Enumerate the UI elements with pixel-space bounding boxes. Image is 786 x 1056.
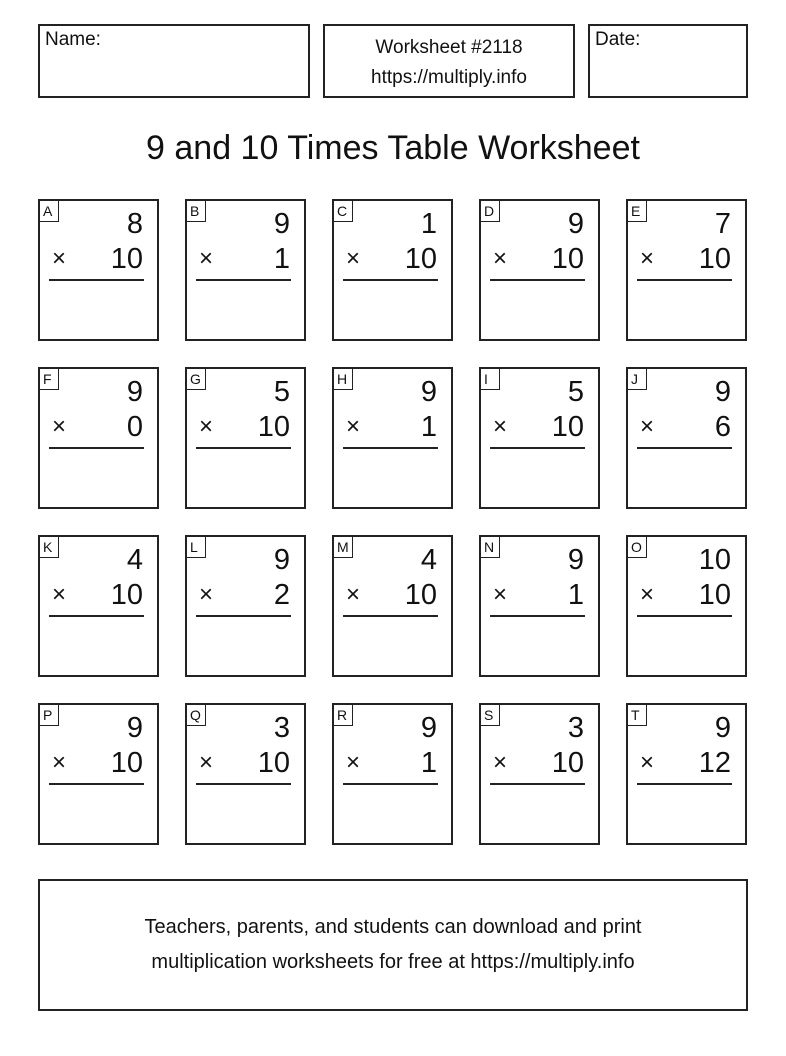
answer-rule [490, 615, 585, 617]
problem-card-n [479, 535, 600, 677]
problem-letter: O [628, 537, 647, 558]
page-title: 9 and 10 Times Table Worksheet [146, 129, 640, 167]
multiplier: 10 [110, 747, 143, 779]
answer-rule [196, 783, 291, 785]
problem-letter: M [334, 537, 353, 558]
answer-rule [637, 783, 732, 785]
multiplier: 6 [714, 411, 731, 443]
multiplicand: 4 [126, 544, 143, 576]
multiplier: 1 [420, 747, 437, 779]
times-symbol: × [199, 581, 214, 608]
times-symbol: × [493, 413, 508, 440]
times-symbol: × [199, 749, 214, 776]
name-label: Name: [45, 29, 101, 50]
problem-letter: E [628, 201, 647, 222]
answer-rule [637, 447, 732, 449]
multiplier: 10 [257, 411, 290, 443]
problem-card-q [185, 703, 306, 845]
multiplier: 10 [698, 243, 731, 275]
multiplier: 10 [698, 579, 731, 611]
name-box[interactable] [38, 24, 310, 98]
problem-card-s [479, 703, 600, 845]
answer-rule [196, 279, 291, 281]
multiplicand: 5 [273, 376, 290, 408]
times-symbol: × [52, 581, 67, 608]
problem-card-t [626, 703, 747, 845]
problem-letter: J [628, 369, 647, 390]
problem-card-g [185, 367, 306, 509]
multiplicand: 9 [126, 376, 143, 408]
times-symbol: × [346, 245, 361, 272]
worksheet-number: Worksheet #2118 [375, 37, 523, 58]
times-symbol: × [346, 581, 361, 608]
problem-card-d [479, 199, 600, 341]
times-symbol: × [640, 749, 655, 776]
answer-rule [490, 783, 585, 785]
multiplier: 2 [273, 579, 290, 611]
footer-line-1: Teachers, parents, and students can download and print [144, 916, 642, 938]
problem-card-f [38, 367, 159, 509]
times-symbol: × [640, 413, 655, 440]
times-symbol: × [199, 413, 214, 440]
problem-letter: T [628, 705, 647, 726]
multiplicand: 8 [126, 208, 143, 240]
problem-card-j [626, 367, 747, 509]
worksheet-info-box [323, 24, 575, 98]
problem-letter: B [187, 201, 206, 222]
multiplicand: 1 [420, 208, 437, 240]
problem-card-e [626, 199, 747, 341]
times-symbol: × [493, 245, 508, 272]
multiplier: 10 [257, 747, 290, 779]
multiplier: 1 [273, 243, 290, 275]
answer-rule [49, 279, 144, 281]
times-symbol: × [493, 581, 508, 608]
multiplicand: 3 [273, 712, 290, 744]
times-symbol: × [52, 245, 67, 272]
times-symbol: × [346, 749, 361, 776]
problem-card-r [332, 703, 453, 845]
answer-rule [637, 615, 732, 617]
problem-letter: R [334, 705, 353, 726]
problem-letter: A [40, 201, 59, 222]
times-symbol: × [640, 581, 655, 608]
answer-rule [637, 279, 732, 281]
multiplicand: 9 [273, 208, 290, 240]
problem-card-p [38, 703, 159, 845]
times-symbol: × [52, 413, 67, 440]
problem-card-c [332, 199, 453, 341]
answer-rule [196, 615, 291, 617]
multiplicand: 9 [714, 376, 731, 408]
problem-letter: H [334, 369, 353, 390]
problem-grid [38, 199, 749, 845]
problem-letter: N [481, 537, 500, 558]
multiplier: 10 [404, 579, 437, 611]
problem-letter: I [481, 369, 500, 390]
multiplicand: 5 [567, 376, 584, 408]
times-symbol: × [346, 413, 361, 440]
multiplicand: 9 [273, 544, 290, 576]
problem-card-o [626, 535, 747, 677]
multiplier: 10 [551, 747, 584, 779]
problem-letter: P [40, 705, 59, 726]
multiplier: 1 [420, 411, 437, 443]
multiplicand: 9 [420, 376, 437, 408]
worksheet-url[interactable]: https://multiply.info [371, 67, 527, 88]
answer-rule [49, 615, 144, 617]
multiplicand: 7 [714, 208, 731, 240]
problem-letter: S [481, 705, 500, 726]
times-symbol: × [52, 749, 67, 776]
problem-letter: F [40, 369, 59, 390]
times-symbol: × [640, 245, 655, 272]
answer-rule [490, 279, 585, 281]
multiplicand: 3 [567, 712, 584, 744]
multiplicand: 10 [698, 544, 731, 576]
problem-card-a [38, 199, 159, 341]
answer-rule [343, 447, 438, 449]
date-label: Date: [595, 29, 641, 50]
multiplicand: 9 [714, 712, 731, 744]
problem-letter: G [187, 369, 206, 390]
problem-card-m [332, 535, 453, 677]
date-box[interactable] [588, 24, 748, 98]
times-symbol: × [493, 749, 508, 776]
multiplier: 12 [698, 747, 731, 779]
problem-card-i [479, 367, 600, 509]
multiplier: 10 [110, 579, 143, 611]
answer-rule [343, 279, 438, 281]
multiplier: 10 [110, 243, 143, 275]
multiplier: 10 [404, 243, 437, 275]
times-symbol: × [199, 245, 214, 272]
multiplicand: 9 [567, 544, 584, 576]
problem-card-b [185, 199, 306, 341]
answer-rule [49, 783, 144, 785]
problem-letter: Q [187, 705, 206, 726]
problem-letter: L [187, 537, 206, 558]
multiplier: 1 [567, 579, 584, 611]
problem-card-l [185, 535, 306, 677]
multiplier: 10 [551, 411, 584, 443]
multiplier: 10 [551, 243, 584, 275]
multiplicand: 4 [420, 544, 437, 576]
problem-card-h [332, 367, 453, 509]
multiplicand: 9 [126, 712, 143, 744]
footer-box [38, 879, 748, 1011]
answer-rule [490, 447, 585, 449]
multiplicand: 9 [420, 712, 437, 744]
footer-line-2: multiplication worksheets for free at https://multiply.info [151, 951, 635, 973]
multiplier: 0 [126, 411, 143, 443]
problem-letter: D [481, 201, 500, 222]
answer-rule [343, 615, 438, 617]
problem-letter: K [40, 537, 59, 558]
answer-rule [343, 783, 438, 785]
problem-card-k [38, 535, 159, 677]
answer-rule [196, 447, 291, 449]
answer-rule [49, 447, 144, 449]
multiplicand: 9 [567, 208, 584, 240]
problem-letter: C [334, 201, 353, 222]
